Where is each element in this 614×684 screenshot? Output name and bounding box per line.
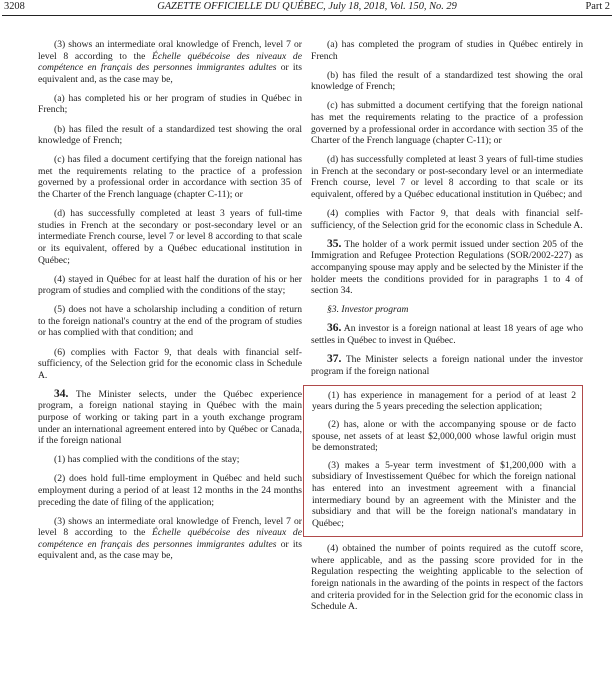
paragraph: (b) has filed the result of a standardized test showing the oral knowledge of French; <box>311 69 583 93</box>
highlighted-paragraph: (1) has experience in management for a period of at least 2 years during the 5 years preceding the selection application; <box>312 389 576 413</box>
page-number: 3208 <box>4 1 25 12</box>
paragraph: (4) obtained the number of points required as the cutoff score, where applicable, and as the passing score provided for in the Regulation respecting the weighting applicable to the selection of foreign nationals in the awarding of the points in respect of the factors and criteria provided for in the Selection grid for the economic class in Schedule A. <box>311 543 583 613</box>
paragraph: (2) does hold full-time employment in Québec and held such employment during a period of at least 12 months in the 24 months preceding the date of filing of the application; <box>38 473 302 508</box>
paragraph: (3) shows an intermediate oral knowledge of French, level 7 or level 8 according to the Échelle québécoise des niveaux de compétence en français des personnes immigrantes adultes or its equivalent and, as the case may be, <box>38 515 303 562</box>
section-36: 36. An investor is a foreign national at least 18 years of age who settles in Québec to invest in Québec. <box>311 322 583 346</box>
paragraph: (b) has filed the result of a standardized test showing the oral knowledge of French; <box>38 123 302 147</box>
paragraph: (a) has completed his or her program of studies in Québec in French; <box>38 92 302 116</box>
paragraph: (d) has successfully completed at least 3 years of full-time studies in French at the secondary or post-secondary level or an intermediate French course, level 7 or level 8 according to that scale or its equivalent, offered by a Québec educational institution in Québec; and <box>311 154 583 201</box>
paragraph: (1) has complied with the conditions of the stay; <box>54 454 240 466</box>
paragraph: (3) shows an intermediate oral knowledge of French, level 7 or level 8 according to the Échelle québécoise des niveaux de compétence en français des personnes immigrantes adultes or its equivalent and, as the case may be, <box>38 39 303 85</box>
section-number: 35. <box>327 237 342 250</box>
section-number: 37. <box>327 353 342 366</box>
highlight-box <box>303 385 583 538</box>
header-rule <box>2 15 612 16</box>
section-34: 34. The Minister selects, under the Québec experience program, a foreign national staying in Québec with the main purpose of working or taking part in a youth exchange program under an international agreement entered into by Québec or Canada, if the foreign national <box>38 387 302 447</box>
paragraph: (4) complies with Factor 9, that deals with financial self-sufficiency, of the Selection grid for the economic class in Schedule A. <box>311 208 583 231</box>
part-label: Part 2 <box>585 1 610 12</box>
left-column <box>38 39 302 570</box>
paragraph: (4) stayed in Québec for at least half the duration of his or her program of studies and complied with the conditions of the stay; <box>38 273 302 297</box>
section-35: 35. The holder of a work permit issued under section 205 of the Immigration and Refugee Protection Regulations (SOR/2002-227) as accompanying spouse may apply and be selected by the Minister if the holder meets the conditions provided for in paragraphs 1 to 4 of section 34. <box>311 237 583 297</box>
highlighted-paragraph: (2) has, alone or with the accompanying spouse or de facto spouse, net assets of at least $2,000,000 whose lawful origin must be demonstrated; <box>312 418 576 454</box>
paragraph: (5) does not have a scholarship including a condition of return to the foreign national's country at the end of the program of studies or has complied with that condition; and <box>38 304 302 339</box>
paragraph: (d) has successfully completed at least 3 years of full-time studies in French at the secondary or post-secondary level or an intermediate French course, level 7 or level 8 according to that scale or its equivalent, offered by a Québec educational institution in Québec; <box>38 208 302 266</box>
section-number: 34. <box>54 387 69 400</box>
paragraph: (a) has completed the program of studies in Québec entirely in French <box>311 39 583 62</box>
paragraph: (c) has submitted a document certifying that the foreign national has met the requirements relating to the practice of a profession governed by a professional order in accordance with section 35 of the Charter of the French language (chapter C-11); or <box>311 100 583 147</box>
paragraph: (6) complies with Factor 9, that deals with financial self-sufficiency, of the Selection grid for the economic class in Schedule A. <box>38 346 302 381</box>
section-number: 36. <box>327 322 342 335</box>
gazette-title: GAZETTE OFFICIELLE DU QUÉBEC, July 18, 2018, Vol. 150, No. 29 <box>157 1 457 12</box>
section-37: 37. The Minister selects a foreign national under the investor program if the foreign national <box>311 353 583 377</box>
page-header <box>0 0 614 14</box>
section-heading: §3. Investor program <box>327 304 409 316</box>
paragraph: (c) has filed a document certifying that the foreign national has met the requirements relating to the practice of a profession governed by a professional order in accordance with section 35 of the Charter of the French language (chapter C-11); or <box>38 154 302 201</box>
highlighted-paragraph: (3) makes a 5-year term investment of $1,200,000 with a subsidiary of Investissement Québec for which the foreign national has entered into an investment agreement with a financial intermediary bound by an agreement with the Minister and the subsidiary and that will be the foreign national's mandatary in Québec; <box>312 459 576 529</box>
right-column <box>311 39 583 620</box>
